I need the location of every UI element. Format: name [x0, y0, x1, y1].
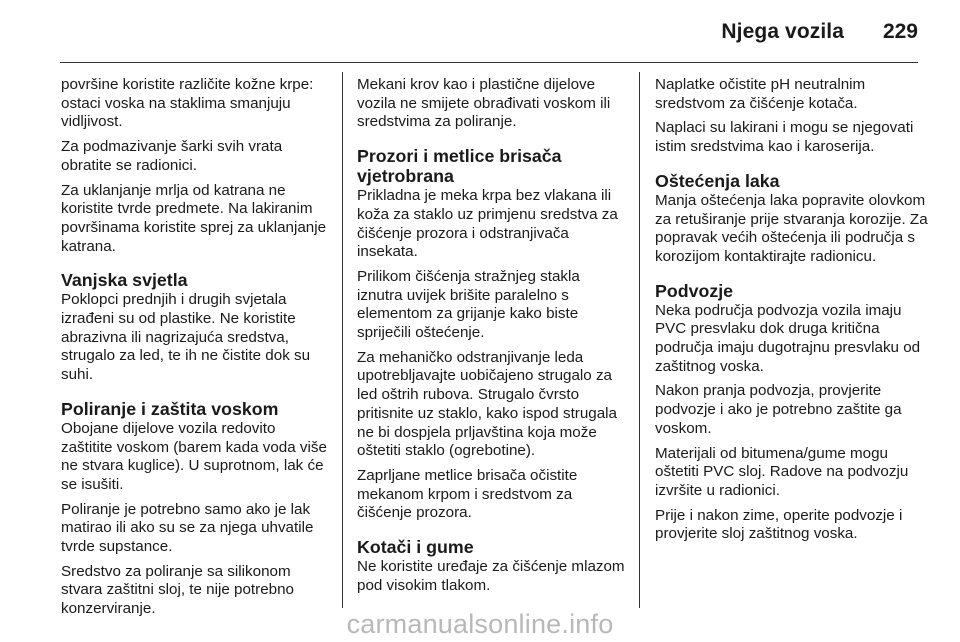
paragraph: Poliranje je potrebno samo ako je lak matirao ili ako su se za njega uhvatile tvrde supstance. [61, 500, 314, 556]
paragraph: Ne koristite uređaje za čišćenje mlazom pod visokim tlakom. [357, 558, 625, 594]
column-1 [61, 76, 331, 625]
page-header [0, 0, 960, 62]
paragraph: Mekani krov kao i plastične dijelove vozila ne smijete obrađivati voskom ili sredstvima za poliranje. [357, 76, 611, 131]
paragraph: Manja oštećenja laka popravite olovkom za retuširanje prije stvaranja korozije. Za popravak većih oštećenja ili područja s korozijom kontaktirajte radionicu. [655, 191, 928, 265]
paragraph: Nakon pranja podvozja, provjerite podvozje i ako je potrebno zaštite ga voskom. [655, 382, 902, 437]
paragraph: Za uklanjanje mrlja od katrana ne koristite tvrde predmete. Na lakiranim površinama koristite sprej za uklanjanje katrana. [61, 181, 327, 255]
paragraph: Zaprljane metlice brisača očistite mekanom krpom i sredstvom za čišćenje prozora. [357, 466, 578, 522]
page-number: 229 [882, 20, 918, 43]
watermark: carmanualsonline.info [346, 609, 614, 639]
paragraph: Prije i nakon zime, operite podvozje i provjerite sloj zaštitnog voska. [655, 506, 903, 543]
column-3 [655, 76, 930, 550]
paragraph: površine koristite različite kožne krpe: ostaci voska na staklima smanjuju vidljivost. [61, 76, 314, 131]
section-heading-kotaci: Kotači i gume [357, 537, 474, 558]
paragraph: Naplaci su lakirani i mogu se njegovati istim sredstvima kao i karoserija. [655, 119, 914, 156]
paragraph: Obojane dijelove vozila redovito zaštitite voskom (barem kada voda više ne stvara kuglice). U suprotnom, lak će se isušiti. [61, 419, 327, 493]
paragraph: Prikladna je meka krpa bez vlakana ili koža za staklo uz primjenu sredstva za čišćenje prozora i odstranjivača insekata. [357, 187, 618, 261]
column-2 [357, 76, 629, 601]
paragraph: Sredstvo za poliranje sa silikonom stvara zaštitni sloj, te nije potrebno konzerviranje. [61, 562, 294, 618]
page-title: Njega vozila [721, 20, 844, 43]
section-heading-poliranje: Poliranje i zaštita voskom [61, 398, 279, 419]
section-heading-prozori: Prozori i metlice brisača vjetrobrana [357, 146, 562, 187]
paragraph: Materijali od bitumena/gume mogu oštetiti PVC sloj. Radove na podvozju izvršite u radionici. [655, 444, 909, 499]
header-divider [60, 62, 918, 63]
section-heading-vanjska-svjetla: Vanjska svjetla [61, 270, 188, 291]
column-divider-1 [342, 72, 343, 608]
section-heading-ostecenja: Oštećenja laka [655, 170, 780, 191]
paragraph: Za mehaničko odstranjivanje leda upotrebljavajte uobičajeno strugalo za led oštrih rubova. Strugalo čvrsto pritisnite uz staklo, kako ispod strugala ne bi dospjela prljavština koja može oštetiti staklo (ogrebotine). [357, 348, 618, 460]
column-divider-2 [639, 72, 640, 608]
paragraph: Naplatke očistite pH neutralnim sredstvom za čišćenje kotača. [655, 76, 866, 112]
paragraph: Poklopci prednjih i drugih svjetala izrađeni su od plastike. Ne koristite abrazivna ili nagrizajuća sredstva, strugalo za led, te ih ne čistite dok su suhi. [61, 291, 311, 384]
paragraph: Za podmazivanje šarki svih vrata obratite se radionici. [61, 138, 283, 174]
section-heading-podvozje: Podvozje [655, 280, 734, 301]
paragraph: Prilikom čišćenja stražnjeg stakla iznutra uvijek brišite paralelno s elementom za grijanje kako biste spriječili oštećenje. [357, 267, 580, 342]
paragraph: Neka područja podvozja vozila imaju PVC presvlaku dok druga kritična područja imaju dugotrajnu presvlaku od zaštitnog voska. [655, 301, 921, 375]
